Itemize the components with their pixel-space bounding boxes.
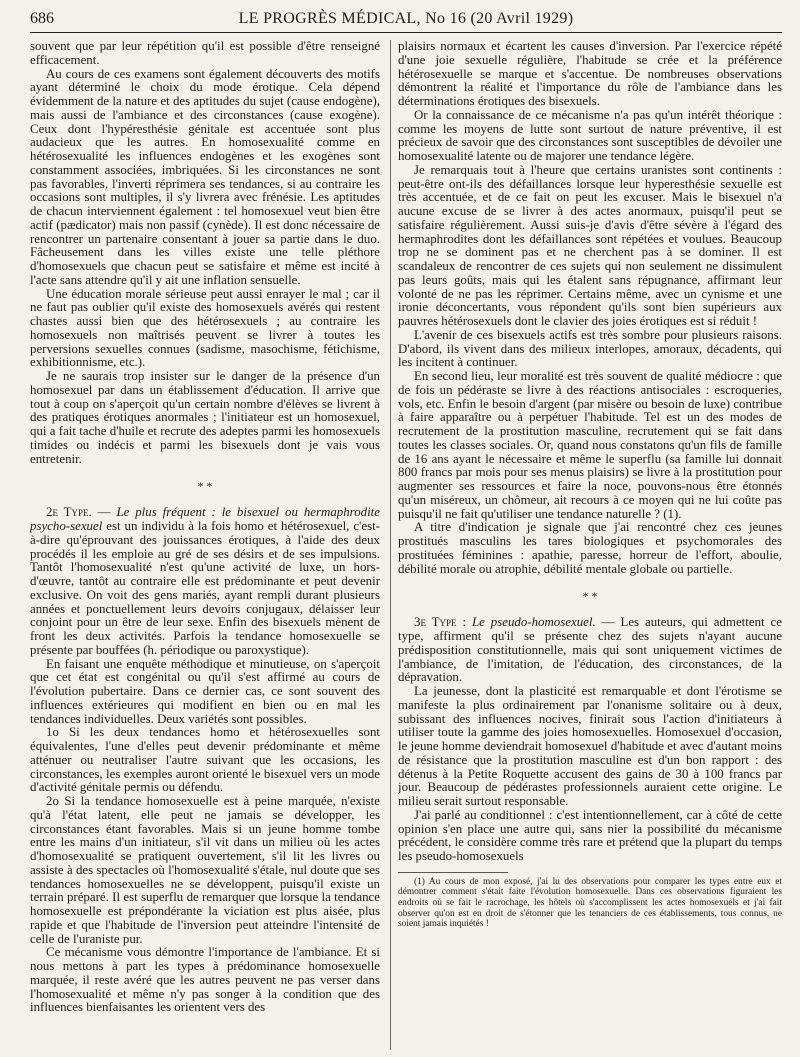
paragraph: plaisirs normaux et écartent les causes d'inversion. Par l'exercice répété d'une joie sexuelle régulière, l'habitude se crée et la préférence hétérosexuelle se marque et s'accentue. De nombreuses observations démontrent la réalité et l'importance du rôle de l'ambiance dans les déterminations érotiques des bisexuels.	[398, 40, 782, 108]
paragraph: Au cours de ces examens sont également découverts des motifs ayant déterminé le choix du mode érotique. Cela dépend évidemment de la nature et des aptitudes du sujet (cause endogène), mais aussi de l'ambiance et des circonstances (cause exogène). Ceux dont l'hypéresthésie génitale est accentuée sont plus audacieux que les autres. En homosexualité comme en hétérosexualité les influences endogènes et les exogènes sont constamment associées, imbriquées. Si les circonstances ne sont pas favorables, l'inverti réprimera ses tendances, si au contraire les occasions sont multiples, il s'y livrera avec frénésie. Les aptitudes de chacun interviennent également : tel homosexuel veut bien être actif (pædicator) mais non passif (cynède). Il est donc nécessaire de rencontrer un partenaire consentant à jouer sa partie dans le duo. Fâcheusement dans les villes existe une telle pléthore d'homosexuels que chacun peut se satisfaire et même est incité à l'acte sans attendre qu'il y ait une inflation sensuelle.	[30, 66, 380, 287]
paragraph: Je remarquais tout à l'heure que certains uranistes sont continents : peut-être ont-ils des défaillances lorsque leur hyperesthésie sexuelle est très accentuée, et de ce fait on peut les excuser. Mais le bisexuel n'a aucune excuse de se livrer à des actes anormaux, puisqu'il peut se satisfaire régulièrement. Aussi suis-je d'avis d'être sévère à l'égard des hermaphrodites dont les défaillances sont répétées et voulues. Beaucoup trop ne se dominent pas et ne cherchent pas à se dominer. Il est scandaleux de rencontrer de ces sujets qui non seulement ne dissimulent pas leurs goûts, mais qui les étalent sans répugnance, affirmant leur volonté de ne pas les réprimer. Certains même, avec un cynisme et une ironie déconcertants, vous répondent qu'ils sont bien supérieurs aux pauvres hétérosexuels dont le clavier des joies érotiques est si réduit !	[398, 162, 782, 328]
paragraph: En faisant une enquête méthodique et minutieuse, on s'aperçoit que cet état est congénital ou qu'il s'est affirmé au cours de l'évolution pubertaire. Dans ce dernier cas, ce sont souvent des influences extérieures qui modifient en bien ou en mal les tendances individuelles. Deux variétés sont possibles.	[30, 656, 380, 726]
footnote-rule	[398, 872, 508, 873]
column-divider	[390, 40, 391, 1050]
paragraph: Ce mécanisme vous démontre l'importance de l'ambiance. Et si nous mettons à part les types à prédominance homosexuelle marquée, il reste avéré que les autres peuvent ne pas verser dans l'homosexualité et même n'y pas songer à la condition que des influences bienfaisantes les orientent vers des	[30, 945, 380, 1015]
paragraph: 2o Si la tendance homosexuelle est à peine marquée, n'existe qu'à l'état latent, elle peut ne jamais se développer, les circonstances étant favorables. Mais si un jeune homme tombe entre les mains d'un initiateur, s'il vit dans un milieu où les actes d'homosexualité se pratiquent ouvertement, s'il lit les livres ou assiste à des spectacles où l'homosexualité s'étale, nul doute que ses tendances homosexuelles ne se développent, puisqu'il existe un terrain préparé. Il est superflu de remarquer que lorsque la tendance homosexuelle est prépondérante la viciation est plus aisée, plus rapide et que l'habitude de l'inversion peut atteindre l'intensité de celle de l'uraniste pur.	[30, 794, 380, 946]
paragraph: souvent que par leur répétition qu'il est possible d'être renseigné efficacement.	[30, 40, 380, 67]
left-column	[30, 40, 380, 1050]
right-column	[398, 40, 782, 1050]
type2-lead: 2e Type.	[46, 505, 92, 520]
paragraph: La jeunesse, dont la plasticité est remarquable et dont l'érotisme se manifeste la plus ordinairement par l'onanisme solitaire ou à deux, subissant des influences nocives, finirait sous l'action d'initiateurs à utiliser toute la gamme des joies homosexuelles. Homosexuel d'occasion, le jeune homme deviendrait homosexuel d'habitude et avec d'autant moins de résistance que la prostitution masculine est d'un bon rapport : des détenus à la Petite Roquette accusent des gains de 30 à 100 francs par jour. Beaucoup de pédérastes professionnels auraient cette origine. Le milieu serait surtout responsable.	[398, 684, 782, 808]
page-number: 686	[30, 10, 54, 27]
type2-paragraph: 2e Type. — Le plus fréquent : le bisexuel ou hermaphrodite psycho-sexuel est un individu à la fois homo et hétérosexuel, c'est-à-dire qu'éprouvant des jouissances érotiques, à l'aide des deux procédés il les emploie au gré de ses désirs et de ses impulsions. Tantôt l'homosexualité n'est qu'une activité de luxe, un hors-d'œuvre, tantôt au contraire elle est prédominante et peut devenir exclusive. On voit des gens mariés, ayant rempli durant plusieurs années et ponctuellement leurs devoirs conjugaux, délaisser leur conjoint pour un être de leur sexe. Enfin des bisexuels mènent de front les deux activités. Parfois la tendance homosexuelle se présente par bouffées (h. périodique ou paroxystique).	[30, 505, 380, 657]
type3-title: Le pseudo-homosexuel.	[471, 615, 596, 630]
type3-lead: 3e Type :	[414, 615, 467, 630]
paragraph: Or la connaissance de ce mécanisme n'a pas qu'un intérêt théorique : comme les moyens de lutte sont surtout de nature préventive, il est précieux de savoir que des circonstances sont susceptibles de dévoiler une homosexualité latente ou de majorer une tendance légère.	[398, 107, 782, 163]
paragraph: 1o Si les deux tendances homo et hétérosexuelles sont équivalentes, l'une d'elles peut devenir prédominante et même atténuer ou neutraliser l'autre suivant que les occasions, les circonstances, les exemples auront orienté le bisexuel vers un mode d'activité génitale permis ou défendu.	[30, 725, 380, 795]
paragraph: En second lieu, leur moralité est très souvent de qualité médiocre : que de fois un pédéraste se livre à des réactions antisociales : escroqueries, vols, etc. Enfin le besoin d'argent (par misère ou besoin de luxe) contribue à faire apparaître ou à perpétuer l'habitude. Tel est un des modes de recrutement de la prostitution masculine, recrutement qui se fait dans toutes les classes sociales. Or, quand nous constatons qu'un fils de famille de 16 ans ayant le nécessaire et même le superflu (sa famille lui donnait 800 francs par mois pour ses menus plaisirs) se livre à la prostitution pour augmenter ses ressources et faire la noce, pouvons-nous être étonnés qu'un miséreux, un chômeur, ait recours à ce moyen qui ne lui coûte pas puisqu'il ne fait qu'utiliser une tendance naturelle ? (1).	[398, 369, 782, 521]
paragraph: L'avenir de ces bisexuels actifs est très sombre pour plusieurs raisons. D'abord, ils vivent dans des milieux interlopes, amoraux, décadents, qui les incitent à continuer.	[398, 327, 782, 370]
footnote: (1) Au cours de mon exposé, j'ai lu des observations pour comparer les types entre eux et démontrer comment s'était faite l'évolution homosexuelle. Dans ces observations figuraient les endroits où se fait le racrochage, les hôtels où s'accomplissent les actes homosexuels et j'ai fait observer qu'on est en droit de s'étonner que les tenanciers de ces établissements, tous connus, ne soient jamais inquiétés !	[398, 876, 782, 930]
paragraph: Je ne saurais trop insister sur le danger de la présence d'un homosexuel par dans un établissement d'éducation. Il arrive que tout à coup on s'aperçoit qu'un certain nombre d'élèves se livrent à des pratiques érotiques anormales ; l'initiateur est un homosexuel, qui a fait tache d'huile et recrute des adeptes parmi les homosexuels timides ou indécis et parmi les bisexuels dont je vais vous entretenir.	[30, 369, 380, 466]
running-header	[30, 10, 782, 33]
paragraph: Une éducation morale sérieuse peut aussi enrayer le mal ; car il ne faut pas oublier qu'il existe des homosexuels avérés qui restent chastes aussi bien que des hétérosexuels ; au contraire les homosexuels non maîtrisés peuvent se livrer à toutes les perversions sexuelles connues (sadisme, masochisme, fétichisme, exhibitionnisme, etc.).	[30, 286, 380, 370]
paragraph: J'ai parlé au conditionnel : c'est intentionnellement, car à côté de cette opinion s'en place une autre qui, sans nier la possibilité du mécanisme précédent, le considère comme très rare et prétend que la plupart du temps les pseudo-homosexuels	[398, 807, 782, 863]
section-separator: * *	[582, 589, 598, 604]
type3-text: — Les auteurs, qui admettent ce type, affirment qu'il se présente chez des sujets n'ayant aucune prédisposition constitutionnelle, mais qui sont uniquement victimes de l'ambiance, de l'imitation, de l'éducation, des circonstances, de la dépravation.	[398, 615, 782, 685]
journal-title: LE PROGRÈS MÉDICAL, No 16 (20 Avril 1929)	[238, 10, 574, 27]
section-separator: * *	[197, 479, 213, 494]
type2-title: Le plus fréquent : le bisexuel ou hermaphrodite psycho-sexuel	[30, 505, 380, 533]
type2-text: est un individu à la fois homo et hétérosexuel, c'est-à-dire qu'éprouvant des jouissances érotiques, à l'aide des deux procédés il les emploie au gré de ses désirs et de ses impulsions. Tantôt l'homosexualité n'est qu'une activité de luxe, un hors-d'œuvre, tantôt au contraire elle est prédominante et peut devenir exclusive. On voit des gens mariés, ayant rempli durant plusieurs années et ponctuellement leurs devoirs conjugaux, délaisser leur conjoint pour un être de leur sexe. Enfin des bisexuels mènent de front les deux activités. Parfois la tendance homosexuelle se présente par bouffées (h. périodique ou paroxystique).	[30, 519, 380, 657]
paragraph: A titre d'indication je signale que j'ai rencontré chez ces jeunes prostitués masculins les tares biologiques et psychomorales des prostituées féminines : apathie, paresse, horreur de l'effort, aboulie, débilité morale ou atrophie, débilité mentale globale ou partielle.	[398, 520, 782, 576]
type3-paragraph	[398, 616, 782, 685]
